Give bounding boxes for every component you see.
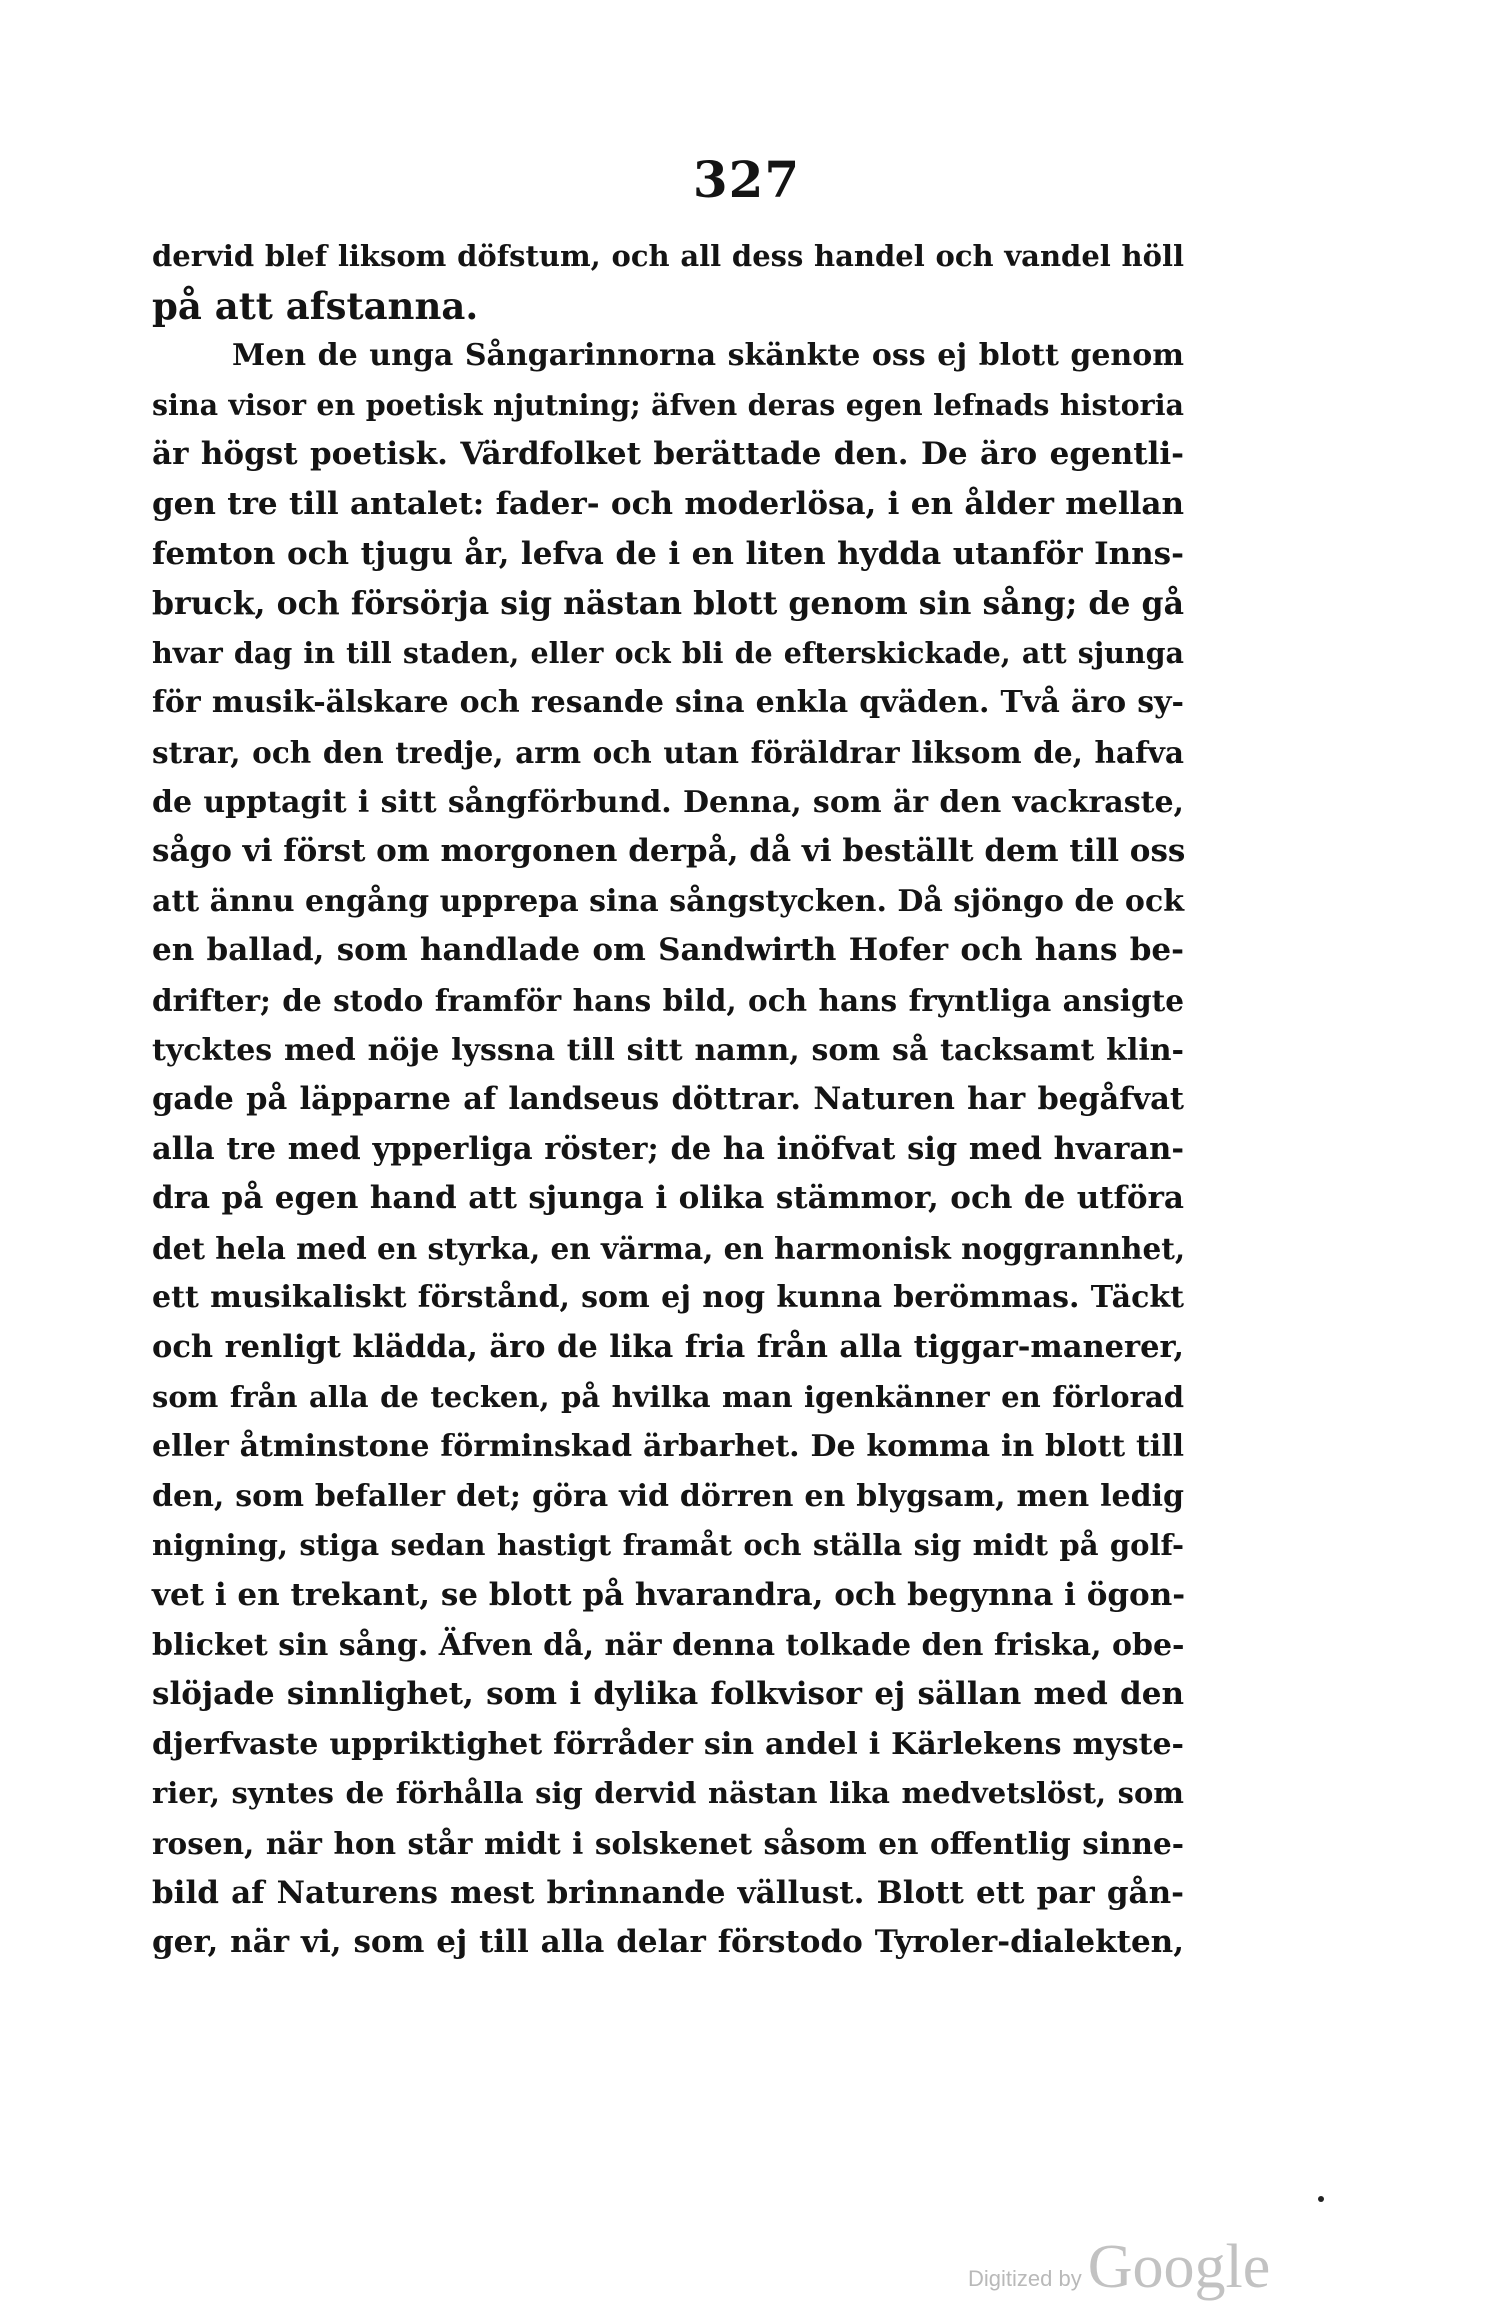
text-line: alla tre med ypperliga röster; de ha inöfvat sig med hvaran- [152, 1130, 1184, 1167]
text-line: blicket sin sång. Äfven då, när denna tolkade den friska, obe- [152, 1627, 1185, 1663]
text-line: tycktes med nöje lyssna till sitt namn, som så tacksamt klin- [152, 1032, 1184, 1068]
text-line: på att afstanna. [152, 283, 479, 328]
text-line: bild af Naturens mest brinnande vällust. Blott ett par gån- [152, 1874, 1184, 1911]
text-line: eller åtminstone förminskad ärbarhet. De komma in blott till [152, 1429, 1184, 1465]
digitized-watermark [968, 2230, 1270, 2300]
text-line: gade på läpparne af landseus döttrar. Naturen har begåfvat [152, 1081, 1184, 1118]
text-line: gen tre till antalet: fader- och moderlösa, i en ålder mellan [152, 485, 1184, 522]
text-line: nigning, stiga sedan hastigt framåt och ställa sig midt på golf- [152, 1528, 1184, 1563]
text-line: är högst poetisk. Värdfolket berättade den. De äro egentli- [152, 436, 1184, 473]
text-line: rosen, när hon står midt i solskenet såsom en offentlig sinne- [152, 1826, 1184, 1861]
ink-speck [1318, 2196, 1324, 2202]
text-line: som från alla de tecken, på hvilka man igenkänner en förlorad [152, 1379, 1184, 1414]
text-line: hvar dag in till staden, eller ock bli de efterskickade, att sjunga [152, 635, 1184, 670]
text-line: Men de unga Sångarinnorna skänkte oss ej blott genom [232, 338, 1184, 374]
google-logo: Google [1087, 2233, 1271, 2301]
text-line: dra på egen hand att sjunga i olika stämmor, och de utföra [152, 1180, 1184, 1217]
text-line: ett musikaliskt förstånd, som ej nog kunna berömmas. Täckt [152, 1280, 1184, 1316]
watermark-prefix: Digitized by [968, 2266, 1082, 2291]
text-line: sågo vi först om morgonen derpå, då vi beställt dem till oss [152, 833, 1186, 870]
text-line: det hela med en styrka, en värma, en harmonisk noggrannhet, [152, 1230, 1186, 1266]
text-line: sina visor en poetisk njutning; äfven deras egen lefnads historia [152, 387, 1184, 422]
text-line: rier, syntes de förhålla sig dervid nästan lika medvetslöst, som [152, 1776, 1184, 1811]
page-number: 327 [692, 150, 801, 209]
text-line: och renligt klädda, äro de lika fria från alla tiggar-manerer, [152, 1329, 1184, 1366]
text-line: de upptagit i sitt sångförbund. Denna, som är den vackraste, [152, 784, 1184, 820]
text-line: vet i en trekant, se blott på hvarandra, och begynna i ögon- [152, 1577, 1186, 1614]
text-line: en ballad, som handlade om Sandwirth Hofer och hans be- [152, 932, 1184, 969]
body-text [152, 232, 1184, 1968]
text-line: drifter; de stodo framför hans bild, och hans fryntliga ansigte [152, 982, 1184, 1018]
text-line: ger, när vi, som ej till alla delar förstodo Tyroler-dialekten, [152, 1924, 1184, 1961]
text-line: slöjade sinnlighet, som i dylika folkvisor ej sällan med den [152, 1676, 1184, 1713]
text-line: den, som befaller det; göra vid dörren en blygsam, men ledig [152, 1478, 1184, 1514]
text-line: för musik-älskare och resande sina enkla qväden. Två äro sy- [152, 685, 1184, 721]
text-line: strar, och den tredje, arm och utan föräldrar liksom de, hafva [152, 734, 1184, 770]
text-line: dervid blef liksom döfstum, och all dess handel och vandel höll [152, 239, 1184, 273]
text-line: femton och tjugu år, lefva de i en liten hydda utanför Inns- [152, 535, 1184, 572]
text-line: att ännu engång upprepa sina sångstycken. Då sjöngo de ock [152, 883, 1184, 919]
text-line: bruck, och försörja sig nästan blott genom sin sång; de gå [152, 585, 1184, 623]
text-line: djerfvaste uppriktighet förråder sin andel i Kärlekens myste- [152, 1726, 1184, 1762]
